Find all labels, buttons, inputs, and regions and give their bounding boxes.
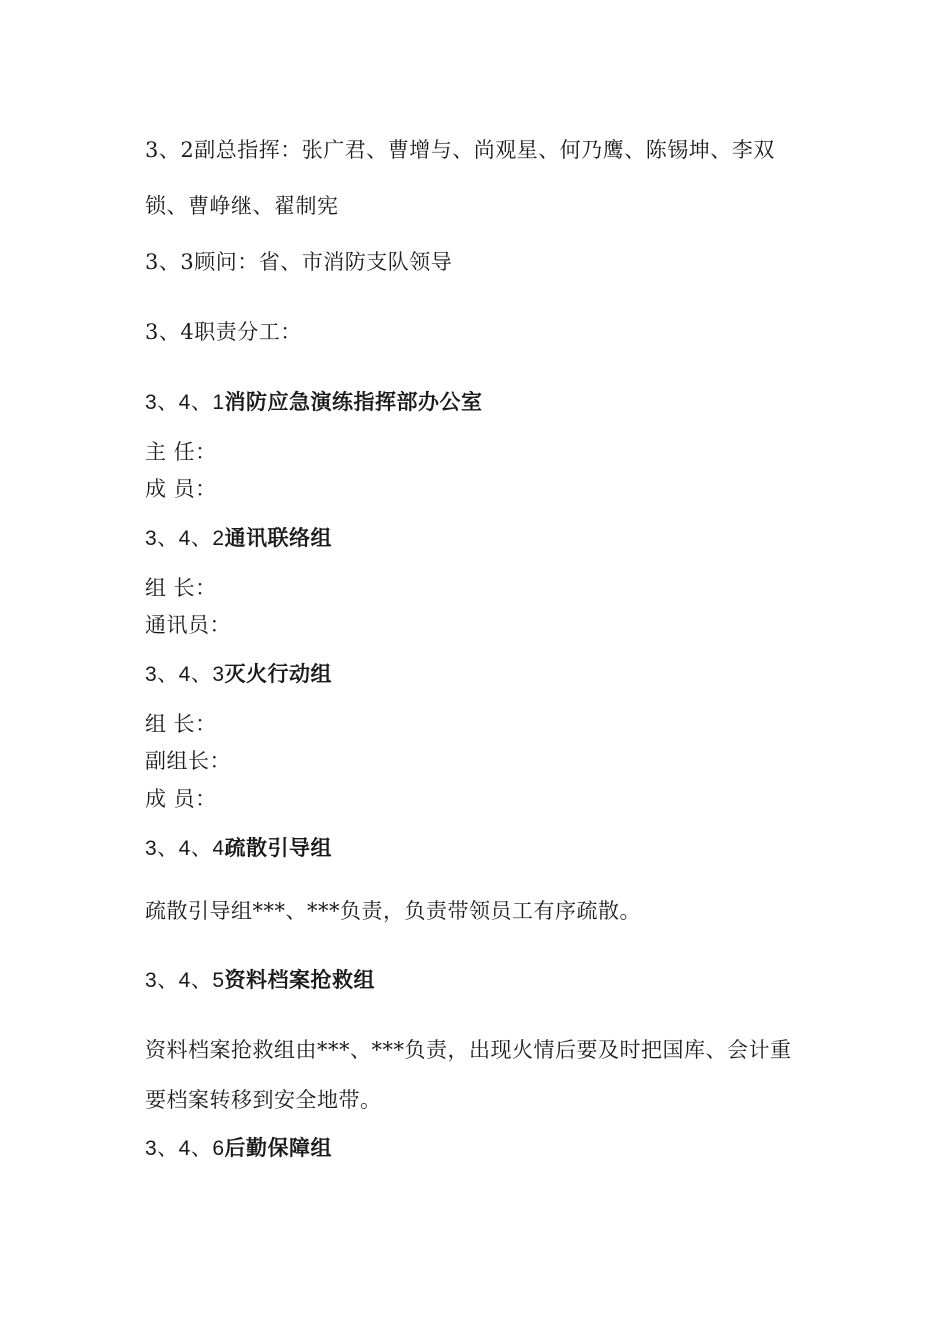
archive-description: 资料档案抢救组由***、***负责，出现火情后要及时把国库、会计重 [145, 1038, 792, 1062]
section-heading-archive-rescue [145, 967, 375, 994]
evacuation-description: 疏散引导组***、***负责，负责带领员工有序疏散。 [145, 899, 641, 923]
section-heading-communication [145, 525, 332, 552]
section-number: 3、4、1 [145, 391, 225, 414]
field-members: 成 员： [145, 477, 217, 501]
section-heading-firefighting [145, 661, 332, 688]
field-leader: 组 长： [145, 576, 217, 600]
field-members: 成 员： [145, 787, 217, 811]
section-number: 3、4、4 [145, 837, 225, 860]
section-number: 3、4、5 [145, 969, 225, 992]
section-title: 后勤保障组 [224, 1136, 333, 1160]
deputy-commander-line-cont: 锁、曹峥继、翟制宪 [145, 194, 339, 218]
section-heading-command-office [145, 389, 483, 416]
section-title: 资料档案抢救组 [224, 968, 376, 992]
field-leader: 组 长： [145, 712, 217, 736]
section-title: 通讯联络组 [224, 526, 333, 550]
section-number: 3、4、2 [145, 527, 225, 550]
section-title: 灭火行动组 [224, 662, 333, 686]
advisor-line: 3、3顾问：省、市消防支队领导 [145, 250, 453, 274]
archive-description-cont: 要档案转移到安全地带。 [145, 1088, 382, 1112]
field-director: 主 任： [145, 440, 217, 464]
section-number: 3、4、6 [145, 1137, 225, 1160]
duties-heading: 3、4职责分工： [145, 320, 302, 344]
section-title: 消防应急演练指挥部办公室 [224, 390, 483, 414]
section-heading-logistics [145, 1135, 332, 1162]
field-communicator: 通讯员： [145, 613, 231, 637]
section-number: 3、4、3 [145, 663, 225, 686]
field-deputy-leader: 副组长： [145, 749, 231, 773]
section-heading-evacuation [145, 835, 332, 862]
deputy-commander-line: 3、2副总指挥：张广君、曹增与、尚观星、何乃鹰、陈锡坤、李双 [145, 138, 775, 162]
section-title: 疏散引导组 [224, 836, 333, 860]
